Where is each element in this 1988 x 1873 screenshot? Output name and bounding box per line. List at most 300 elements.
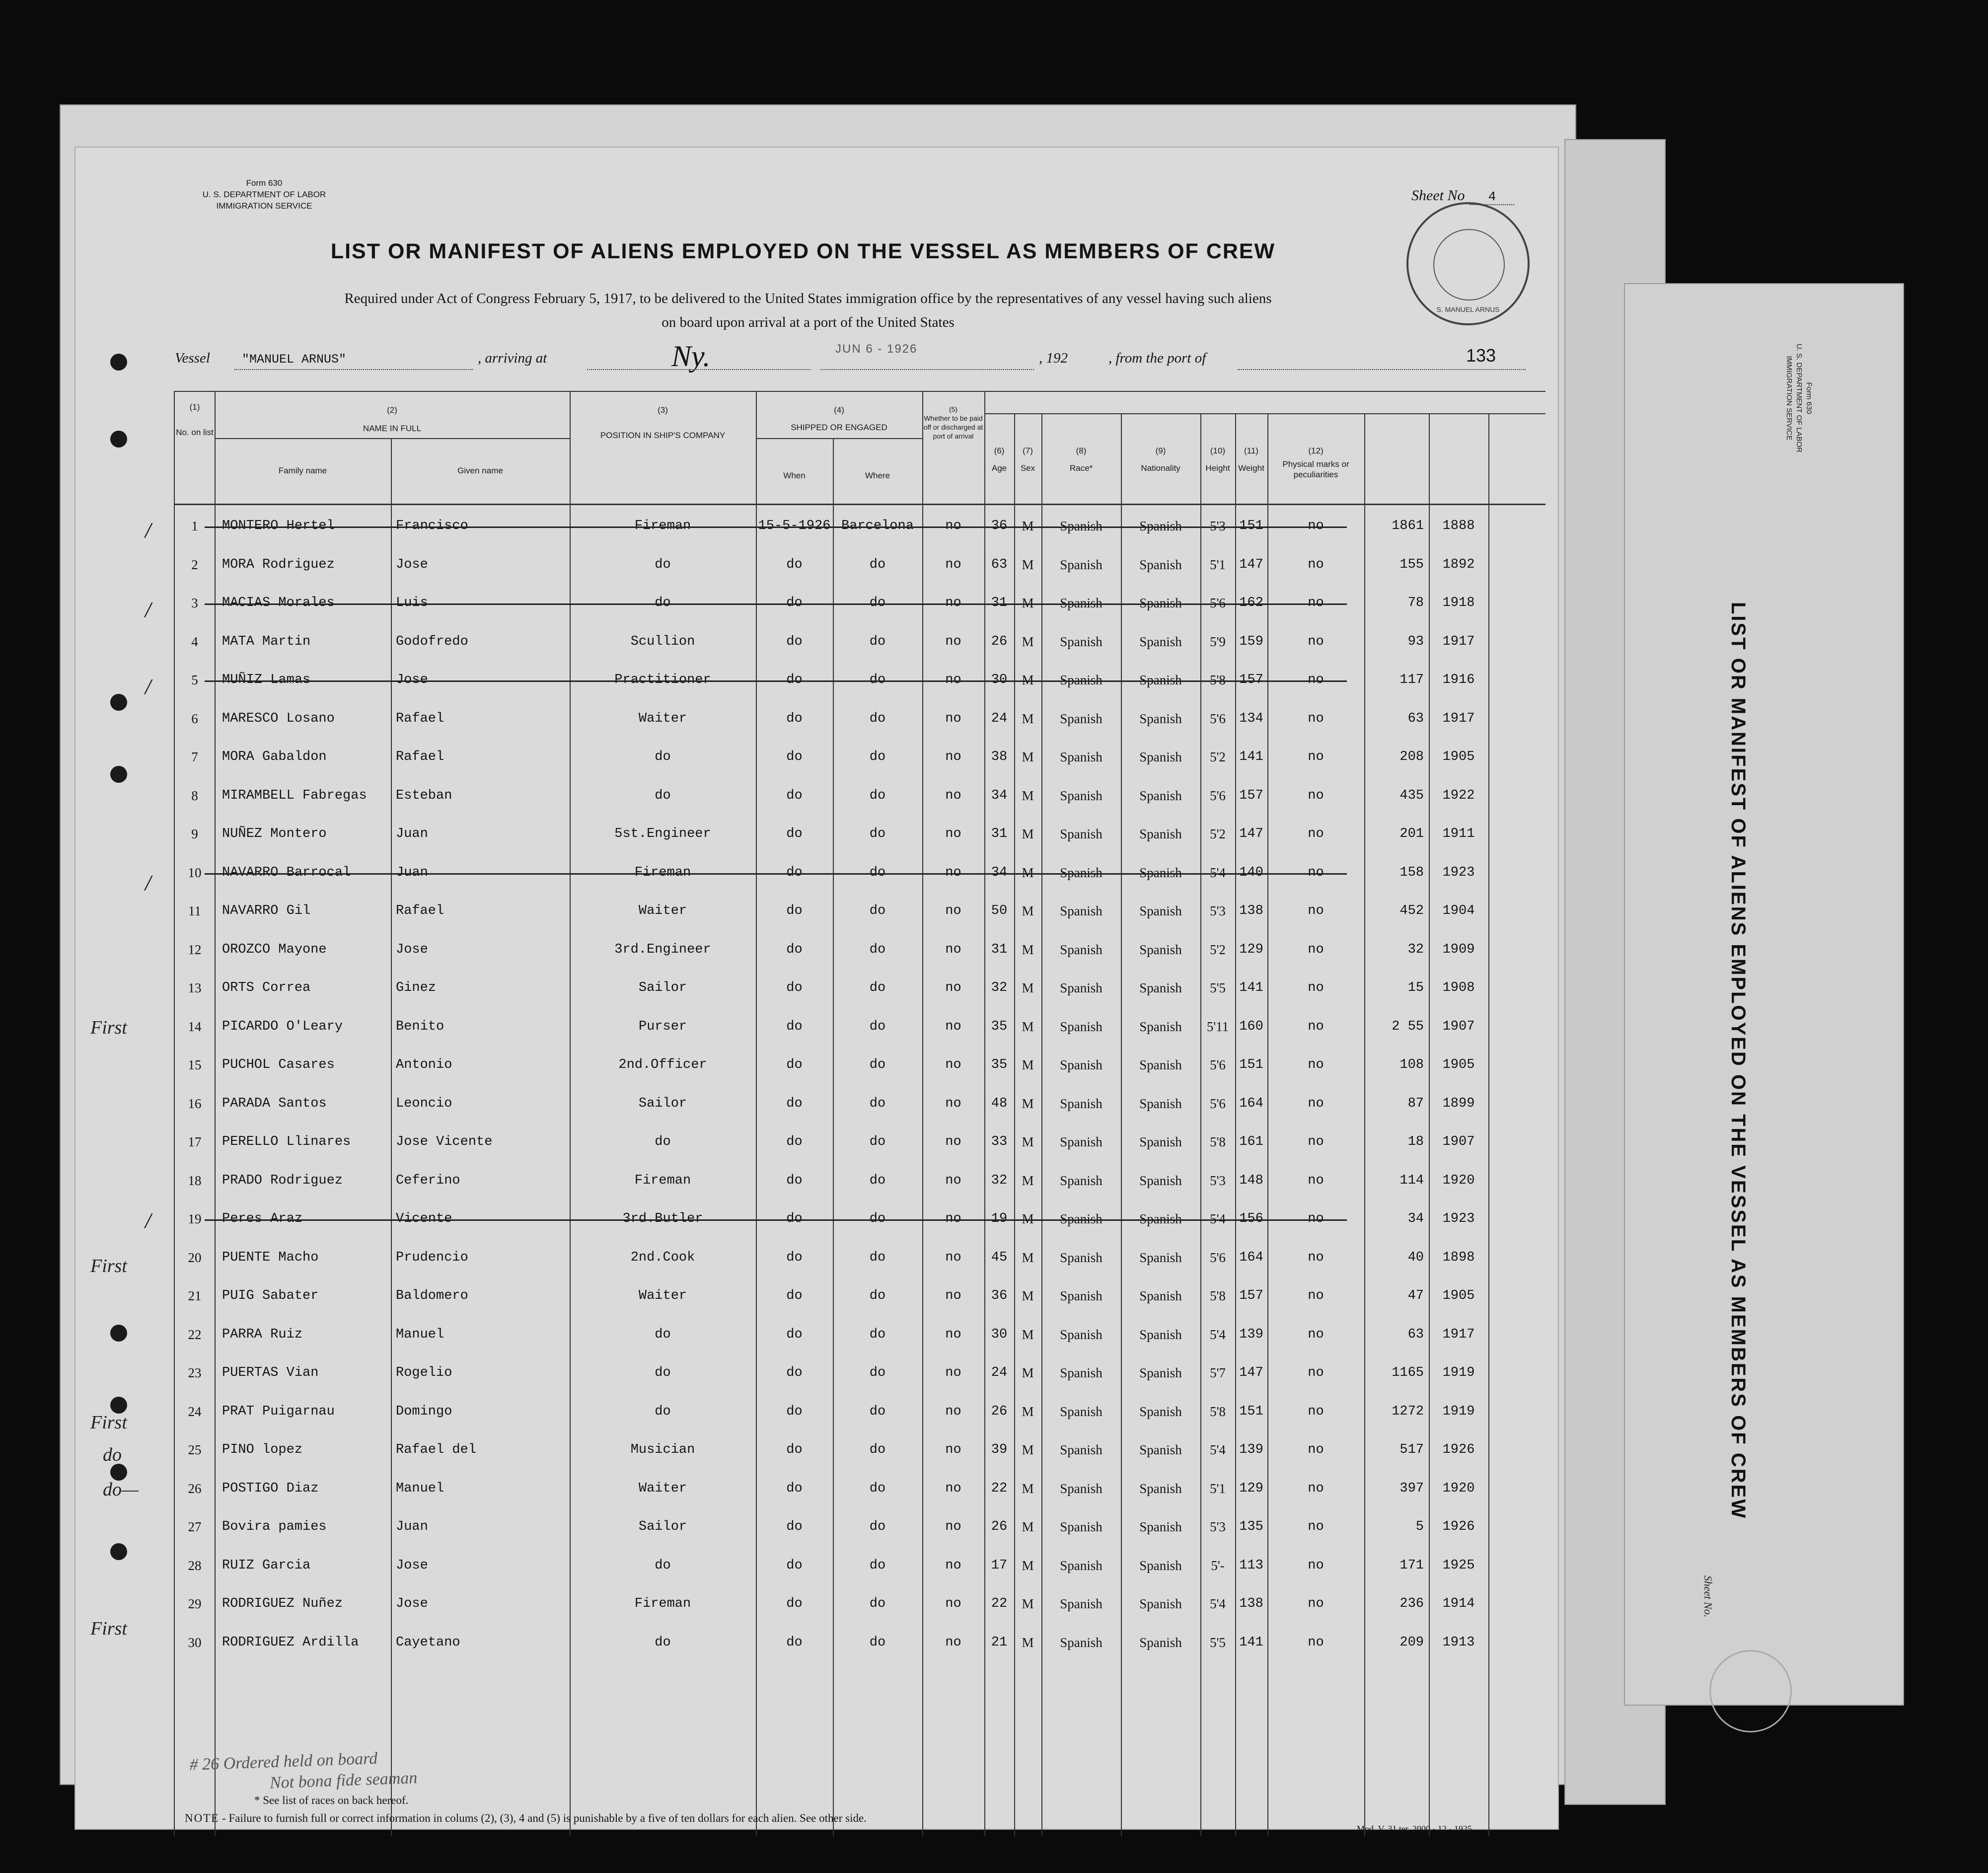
col-paid-header: (5) Whether to be paid off or discharged at port of arrival [923,405,983,440]
col-shipped-header: (4) SHIPPED OR ENGAGED [791,405,887,432]
cell-race: Spanish [1060,1211,1103,1226]
cell-position: Sailor [638,1519,687,1534]
cell-marks: no [1308,711,1324,726]
cell-weight: 147 [1239,826,1263,841]
cell-race: Spanish [1060,673,1103,687]
cell-c13: 34 [1407,1211,1424,1226]
seal-text: S. MANUEL ARNUS [1436,305,1500,313]
cell-height: 5'3 [1210,519,1226,533]
cell-given: Juan [396,865,428,880]
cell-when: do [786,1481,803,1496]
col-name-header: (2) NAME IN FULL [363,405,422,433]
cell-weight: 161 [1239,1134,1263,1149]
cell-family: MATA Martin [222,634,311,649]
cell-when: do [786,1596,803,1611]
cell-age: 36 [991,519,1008,533]
cell-sex: M [1022,711,1034,726]
cell-height: 5'3 [1210,903,1226,918]
cell-no: 15 [188,1057,202,1072]
cell-paid: no [945,557,961,572]
cell-height: 5'6 [1210,788,1226,803]
cell-family: MORA Gabaldon [222,749,327,764]
cell-height: 5'4 [1210,1327,1226,1342]
cell-no: 18 [188,1173,202,1188]
cell-race: Spanish [1060,1404,1103,1419]
cell-paid: no [945,1019,961,1034]
cell-family: ORTS Correa [222,980,311,995]
cell-position: Scullion [630,634,695,649]
cell-no: 13 [188,980,202,995]
cell-no: 14 [188,1019,202,1034]
cell-family: POSTIGO Diaz [222,1481,319,1496]
cell-paid: no [945,1134,961,1149]
cell-marks: no [1308,1404,1324,1419]
cell-given: Manuel [396,1327,444,1342]
check-mark-icon: / [145,518,151,542]
cell-c13: 208 [1399,749,1424,764]
table-row [175,1354,1546,1393]
cell-given: Juan [396,1519,428,1534]
cell-race: Spanish [1060,1365,1103,1380]
cell-c14: 1926 [1442,1519,1475,1534]
cell-marks: no [1308,1173,1324,1188]
cell-age: 22 [991,1481,1008,1496]
cell-given: Benito [396,1019,444,1034]
cell-c14: 1905 [1442,1288,1475,1303]
cell-position: do [655,1134,671,1149]
cell-sex: M [1022,1096,1034,1111]
cell-marks: no [1308,1558,1324,1573]
cell-when: do [786,826,803,841]
cell-race: Spanish [1060,1250,1103,1265]
cell-no: 28 [188,1558,202,1573]
cell-weight: 164 [1239,1250,1263,1265]
cell-when: do [786,903,803,918]
table-row [175,1431,1546,1470]
cell-race: Spanish [1060,557,1103,572]
cell-c13: 435 [1399,788,1424,803]
cell-weight: 139 [1239,1442,1263,1457]
cell-c14: 1917 [1442,711,1475,726]
cell-sex: M [1022,1635,1034,1650]
cell-race: Spanish [1060,634,1103,649]
cell-sex: M [1022,1442,1034,1457]
cell-sex: M [1022,1519,1034,1534]
cell-when: do [786,788,803,803]
cell-no: 26 [188,1481,202,1496]
cell-c13: 209 [1399,1635,1424,1650]
table-row [175,970,1546,1008]
anchor-seal-icon [1433,229,1505,300]
punch-hole-icon [110,1543,127,1560]
cell-nat: Spanish [1139,519,1182,533]
cell-race: Spanish [1060,1558,1103,1573]
cell-where: do [869,1173,886,1188]
cell-paid: no [945,634,961,649]
cell-family: PERELLO Llinares [222,1134,351,1149]
cell-paid: no [945,1211,961,1226]
cell-when: do [786,1173,803,1188]
cell-no: 6 [191,711,198,726]
cell-where: do [869,557,886,572]
sheet-number: Sheet No 4 [1411,187,1514,205]
cell-paid: no [945,865,961,880]
cell-no: 22 [188,1327,202,1342]
cell-marks: no [1308,749,1324,764]
check-mark-icon: / [145,674,151,699]
table-row [175,1124,1546,1162]
cell-weight: 141 [1239,749,1263,764]
cell-height: 5'8 [1210,1134,1226,1149]
cell-family: MARESCO Losano [222,711,335,726]
arriving-label: , arriving at [478,350,547,366]
cell-c13: 1861 [1392,519,1424,533]
cell-paid: no [945,1365,961,1380]
cell-marks: no [1308,1096,1324,1111]
cell-paid: no [945,1327,961,1342]
cell-family: MORA Rodriguez [222,557,335,572]
cell-given: Baldomero [396,1288,468,1303]
cell-given: Vicente [396,1211,452,1226]
cell-no: 29 [188,1596,202,1611]
cell-c13: 155 [1399,557,1424,572]
cell-given: Rogelio [396,1365,452,1380]
cell-weight: 138 [1239,903,1263,918]
cell-nat: Spanish [1139,1057,1182,1072]
cell-where: do [869,673,886,687]
cell-position: do [655,749,671,764]
cell-c13: 63 [1407,711,1424,726]
punch-hole-icon [110,766,127,783]
table-row [175,585,1546,623]
cell-paid: no [945,1442,961,1457]
cell-when: do [786,1519,803,1534]
cell-given: Esteban [396,788,452,803]
cell-nat: Spanish [1139,1134,1182,1149]
cell-sex: M [1022,980,1034,995]
cell-family: PICARDO O'Leary [222,1019,343,1034]
col-when-header: When [783,471,806,480]
table-row [175,662,1546,700]
cell-when: do [786,1288,803,1303]
cell-position: do [655,1365,671,1380]
cell-given: Jose [396,942,428,957]
side-manifest-sheet [1624,283,1904,1706]
cell-c13: 15 [1407,980,1424,995]
cell-marks: no [1308,826,1324,841]
cell-when: do [786,1096,803,1111]
cell-marks: no [1308,519,1324,533]
cell-where: do [869,788,886,803]
cell-weight: 156 [1239,1211,1263,1226]
cell-age: 45 [991,1250,1008,1265]
cell-age: 63 [991,557,1008,572]
cell-race: Spanish [1060,711,1103,726]
punch-hole-icon [110,1397,127,1414]
page-title: LIST OR MANIFEST OF ALIENS EMPLOYED ON THE VESSEL AS MEMBERS OF CREW [330,239,1276,263]
cell-height: 5'1 [1210,1481,1226,1496]
table-row [175,816,1546,854]
cell-family: PRAT Puigarnau [222,1404,335,1419]
cell-position: 2nd.Cook [630,1250,695,1265]
cell-height: 5'3 [1210,1173,1226,1188]
cell-c14: 1898 [1442,1250,1475,1265]
cell-height: 5'6 [1210,1057,1226,1072]
cell-c14: 1888 [1442,519,1475,533]
cell-family: RUIZ Garcia [222,1558,311,1573]
cell-age: 17 [991,1558,1008,1573]
cell-weight: 159 [1239,634,1263,649]
cell-marks: no [1308,1057,1324,1072]
cell-c14: 1913 [1442,1635,1475,1650]
cell-height: 5'6 [1210,1250,1226,1265]
cell-height: 5'4 [1210,1211,1226,1226]
cell-paid: no [945,1250,961,1265]
cell-c14: 1905 [1442,1057,1475,1072]
cell-c13: 18 [1407,1134,1424,1149]
cell-height: 5'6 [1210,596,1226,610]
cell-marks: no [1308,1596,1324,1611]
cell-no: 1 [191,519,198,533]
cell-weight: 129 [1239,1481,1263,1496]
cell-where: do [869,1596,886,1611]
page-number: 133 [1466,345,1496,366]
cell-sex: M [1022,788,1034,803]
cell-weight: 139 [1239,1327,1263,1342]
cell-where: do [869,1288,886,1303]
cell-weight: 151 [1239,1404,1263,1419]
cell-c14: 1925 [1442,1558,1475,1573]
cell-no: 12 [188,942,202,957]
cell-height: 5'2 [1210,942,1226,957]
cell-when: do [786,942,803,957]
col-sex-header: (7) Sex [1020,446,1035,473]
cell-where: do [869,1019,886,1034]
cell-when: do [786,1558,803,1573]
cell-given: Rafael [396,711,444,726]
cell-family: NUÑEZ Montero [222,826,327,841]
penalty-note: NOTE - Failure to furnish full or correct information in colums (2), (3), 4 and (5) is punishable by a five of ten dollars for each alien. See other side. [185,1812,867,1824]
cell-sex: M [1022,1596,1034,1611]
cell-marks: no [1308,596,1324,610]
cell-c13: 63 [1407,1327,1424,1342]
cell-no: 27 [188,1519,202,1534]
cell-age: 31 [991,596,1008,610]
cell-race: Spanish [1060,596,1103,610]
cell-race: Spanish [1060,519,1103,533]
cell-c13: 114 [1399,1173,1424,1188]
cell-position: 3rd.Butler [622,1211,703,1226]
cell-height: 5'8 [1210,1404,1226,1419]
cell-when: do [786,1442,803,1457]
table-row [175,546,1546,585]
cell-race: Spanish [1060,1481,1103,1496]
cell-marks: no [1308,942,1324,957]
cell-marks: no [1308,1250,1324,1265]
cell-c13: 93 [1407,634,1424,649]
cell-when: do [786,1134,803,1149]
col-weight-header: (11) Weight [1238,446,1264,473]
cell-nat: Spanish [1139,1519,1182,1534]
cell-given: Luis [396,596,428,610]
cell-where: do [869,1558,886,1573]
cell-race: Spanish [1060,826,1103,841]
cell-no: 24 [188,1404,202,1419]
cell-sex: M [1022,1250,1034,1265]
cell-sex: M [1022,1327,1034,1342]
cell-given: Rafael [396,749,444,764]
col-position-header: (3) POSITION IN SHIP'S COMPANY [600,405,726,440]
cell-c14: 1907 [1442,1019,1475,1034]
cell-nat: Spanish [1139,980,1182,995]
cell-marks: no [1308,1211,1324,1226]
cell-position: do [655,1327,671,1342]
cell-family: PUENTE Macho [222,1250,319,1265]
cell-sex: M [1022,1057,1034,1072]
cell-race: Spanish [1060,1596,1103,1611]
cell-weight: 134 [1239,711,1263,726]
cell-paid: no [945,1288,961,1303]
cell-no: 30 [188,1635,202,1650]
table-row [175,1047,1546,1085]
cell-nat: Spanish [1139,903,1182,918]
cell-given: Cayetano [396,1635,460,1650]
cell-where: do [869,903,886,918]
cell-race: Spanish [1060,1635,1103,1650]
manifest-sheet [74,147,1559,1834]
cell-race: Spanish [1060,1442,1103,1457]
cell-height: 5'6 [1210,1096,1226,1111]
cell-given: Jose [396,1558,428,1573]
cell-marks: no [1308,1635,1324,1650]
cell-position: do [655,596,671,610]
cell-nat: Spanish [1139,634,1182,649]
cell-position: Waiter [638,1481,687,1496]
cell-weight: 141 [1239,1635,1263,1650]
cell-race: Spanish [1060,1019,1103,1034]
cell-family: RODRIGUEZ Ardilla [222,1635,359,1650]
col-family-header: Family name [278,466,327,475]
cell-sex: M [1022,1481,1034,1496]
cell-given: Jose Vicente [396,1134,493,1149]
cell-c13: 117 [1399,673,1424,687]
cell-position: Fireman [634,1173,691,1188]
cell-c13: 1272 [1392,1404,1424,1419]
cell-c14: 1920 [1442,1481,1475,1496]
cell-race: Spanish [1060,1327,1103,1342]
table-row [175,1585,1546,1624]
cell-height: 5'1 [1210,557,1226,572]
cell-age: 38 [991,749,1008,764]
cell-height: 5'8 [1210,673,1226,687]
cell-age: 50 [991,903,1008,918]
cell-weight: 157 [1239,1288,1263,1303]
cell-height: 5'4 [1210,1596,1226,1611]
table-row [175,1239,1546,1278]
table-row [175,623,1546,662]
cell-no: 5 [191,673,198,687]
vessel-line [175,340,1526,375]
cell-weight: 129 [1239,942,1263,957]
cell-paid: no [945,1596,961,1611]
cell-nat: Spanish [1139,1096,1182,1111]
cell-nat: Spanish [1139,673,1182,687]
footnote [185,1792,1526,1827]
cell-c13: 452 [1399,903,1424,918]
cell-family: MUÑIZ Lamas [222,673,311,687]
cell-given: Ceferino [396,1173,460,1188]
cell-weight: 164 [1239,1096,1263,1111]
cell-c13: 2 55 [1392,1019,1424,1034]
cell-race: Spanish [1060,788,1103,803]
cell-c13: 201 [1399,826,1424,841]
cell-age: 35 [991,1057,1008,1072]
side-stamp-icon [1709,1650,1792,1732]
sheet-number-value: 4 [1470,189,1514,205]
cell-c14: 1904 [1442,903,1475,918]
cell-given: Rafael [396,903,444,918]
cell-family: PUCHOL Casares [222,1057,335,1072]
cell-c14: 1899 [1442,1096,1475,1111]
cell-c13: 236 [1399,1596,1424,1611]
cell-race: Spanish [1060,903,1103,918]
cell-height: 5'5 [1210,980,1226,995]
cell-age: 24 [991,1365,1008,1380]
form-number: Form 630 U. S. DEPARTMENT OF LABOR IMMIGRATION SERVICE [202,178,326,211]
cell-family: Peres Araz [222,1211,303,1226]
cell-position: Fireman [634,519,691,533]
cell-when: do [786,1404,803,1419]
table-row [175,1508,1546,1547]
cell-c14: 1922 [1442,788,1475,803]
cell-given: Prudencio [396,1250,468,1265]
table-row [175,1277,1546,1316]
cell-height: 5'4 [1210,1442,1226,1457]
cell-sex: M [1022,557,1034,572]
cell-given: Jose [396,557,428,572]
cell-position: do [655,557,671,572]
cell-when: do [786,634,803,649]
cell-sex: M [1022,1365,1034,1380]
punch-hole-icon [110,1325,127,1342]
cell-weight: 113 [1239,1558,1263,1573]
cell-nat: Spanish [1139,1442,1182,1457]
table-row [175,1316,1546,1355]
cell-family: MIRAMBELL Fabregas [222,788,367,803]
cell-when: do [786,673,803,687]
cell-given: Leoncio [396,1096,452,1111]
cell-given: Juan [396,826,428,841]
cell-given: Rafael del [396,1442,477,1457]
cell-sex: M [1022,749,1034,764]
cell-no: 21 [188,1288,202,1303]
punch-hole-icon [110,431,127,448]
cell-c14: 1923 [1442,865,1475,880]
cell-race: Spanish [1060,1057,1103,1072]
cell-marks: no [1308,1019,1324,1034]
cell-position: Fireman [634,1596,691,1611]
cell-height: 5'8 [1210,1288,1226,1303]
cell-when: do [786,865,803,880]
cell-age: 48 [991,1096,1008,1111]
cell-position: Purser [638,1019,687,1034]
cell-family: RODRIGUEZ Nuñez [222,1596,343,1611]
cell-height: 5'2 [1210,826,1226,841]
cell-paid: no [945,596,961,610]
cell-where: do [869,1442,886,1457]
cell-position: 3rd.Engineer [614,942,711,957]
cell-when: do [786,557,803,572]
